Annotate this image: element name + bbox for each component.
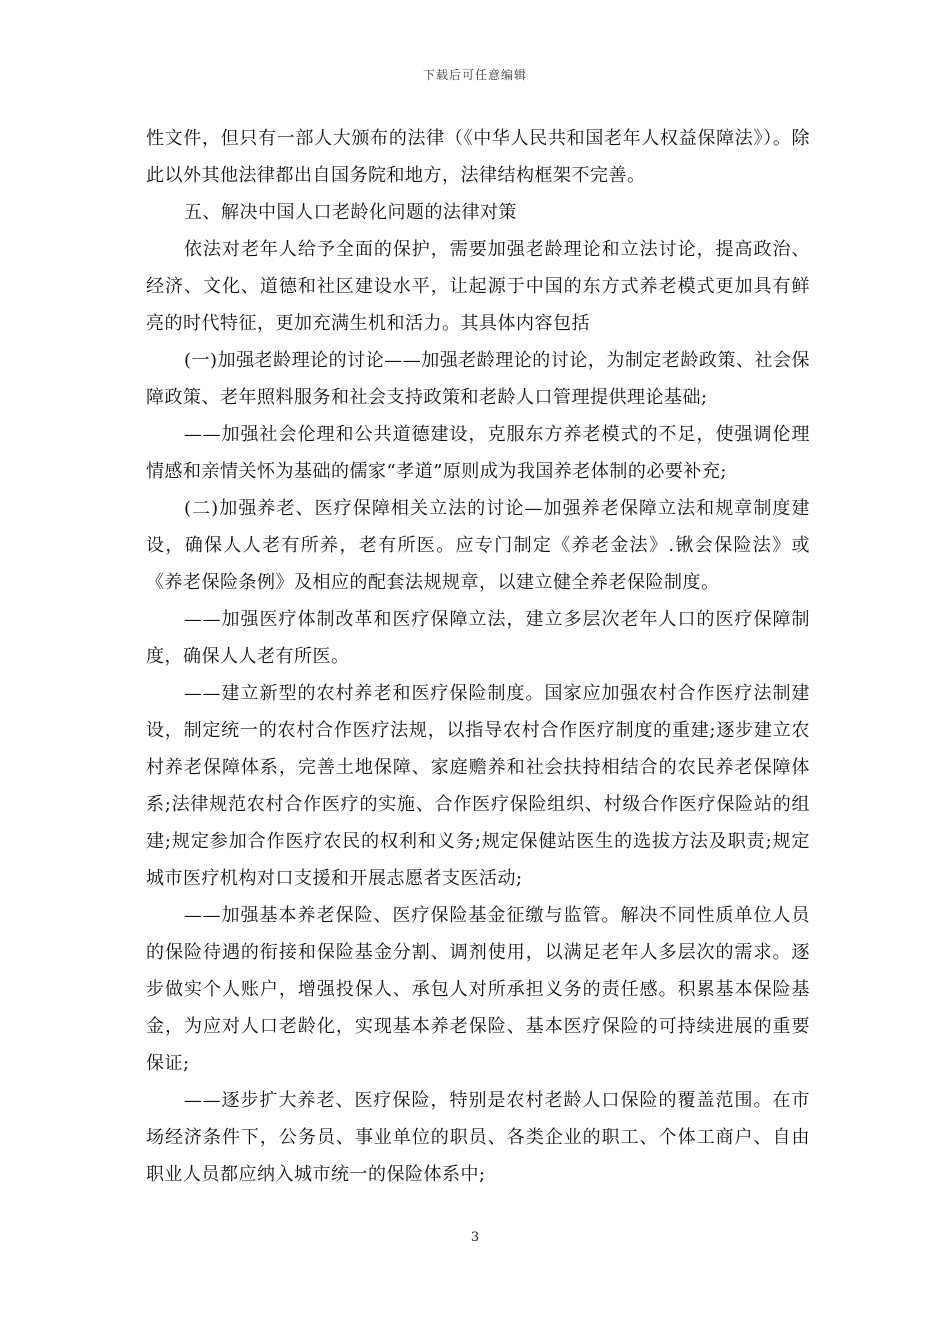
section-heading: 五、解决中国人口老龄化问题的法律对策 (184, 202, 517, 223)
paragraph: ——加强社会伦理和公共道德建设，克服东方养老模式的不足，使强调伦理情感和亲情关怀为基础的儒家“孝道”原则成为我国养老体制的必要补充; (146, 424, 810, 482)
paragraph: ——建立新型的农村养老和医疗保险制度。国家应加强农村合作医疗法制建设，制定统一的农村合作医疗法规，以指导农村合作医疗制度的重建;逐步建立农村养老保障体系，完善土地保障、家庭赡养和社会扶持相结合的农民养老保障体系;法律规范农村合作医疗的实施、合作医疗保险组织、村级合作医疗保险站的组建;规定参加合作医疗农民的权利和义务;规定保健站医生的选拔方法及职责;规定城市医疗机构对口支援和开展志愿者支医活动; (146, 683, 810, 889)
page-number: 3 (470, 1230, 480, 1245)
page-header: 下载后可任意编辑 (422, 68, 527, 82)
paragraph: (二)加强养老、医疗保障相关立法的讨论—加强养老保障立法和规章制度建设，确保人人老有所养，老有所医。应专门制定《养老金法》.锹会保险法》或《养老保险条例》及相应的配套法规规章，以建立健全养老保险制度。 (146, 498, 810, 593)
paragraph: 性文件，但只有一部人大颁布的法律（《中华人民共和国老年人权益保障法》）。除此以外其他法律都出自国务院和地方，法律结构框架不完善。 (146, 128, 810, 186)
paragraph: (一)加强老龄理论的讨论——加强老龄理论的讨论，为制定老龄政策、社会保障政策、老年照料服务和社会支持政策和老龄人口管理提供理论基础; (146, 350, 810, 408)
document-body (146, 120, 810, 1193)
paragraph: ——逐步扩大养老、医疗保险，特别是农村老龄人口保险的覆盖范围。在市场经济条件下，公务员、事业单位的职员、各类企业的职工、个体工商户、自由职业人员都应纳入城市统一的保险体系中; (146, 1090, 810, 1185)
paragraph: 依法对老年人给予全面的保护，需要加强老龄理论和立法讨论，提高政治、经济、文化、道德和社区建设水平，让起源于中国的东方式养老模式更加具有鲜亮的时代特征，更加充满生机和活力。其具体内容包括 (146, 239, 810, 334)
paragraph: ——加强医疗体制改革和医疗保障立法，建立多层次老年人口的医疗保障制度，确保人人老有所医。 (146, 609, 810, 667)
paragraph: ——加强基本养老保险、医疗保险基金征缴与监管。解决不同性质单位人员的保险待遇的衔接和保险基金分割、调剂使用，以满足老年人多层次的需求。逐步做实个人账户，增强投保人、承包人对所承担义务的责任感。积累基本保险基金，为应对人口老龄化，实现基本养老保险、基本医疗保险的可持续进展的重要保证; (146, 905, 810, 1074)
